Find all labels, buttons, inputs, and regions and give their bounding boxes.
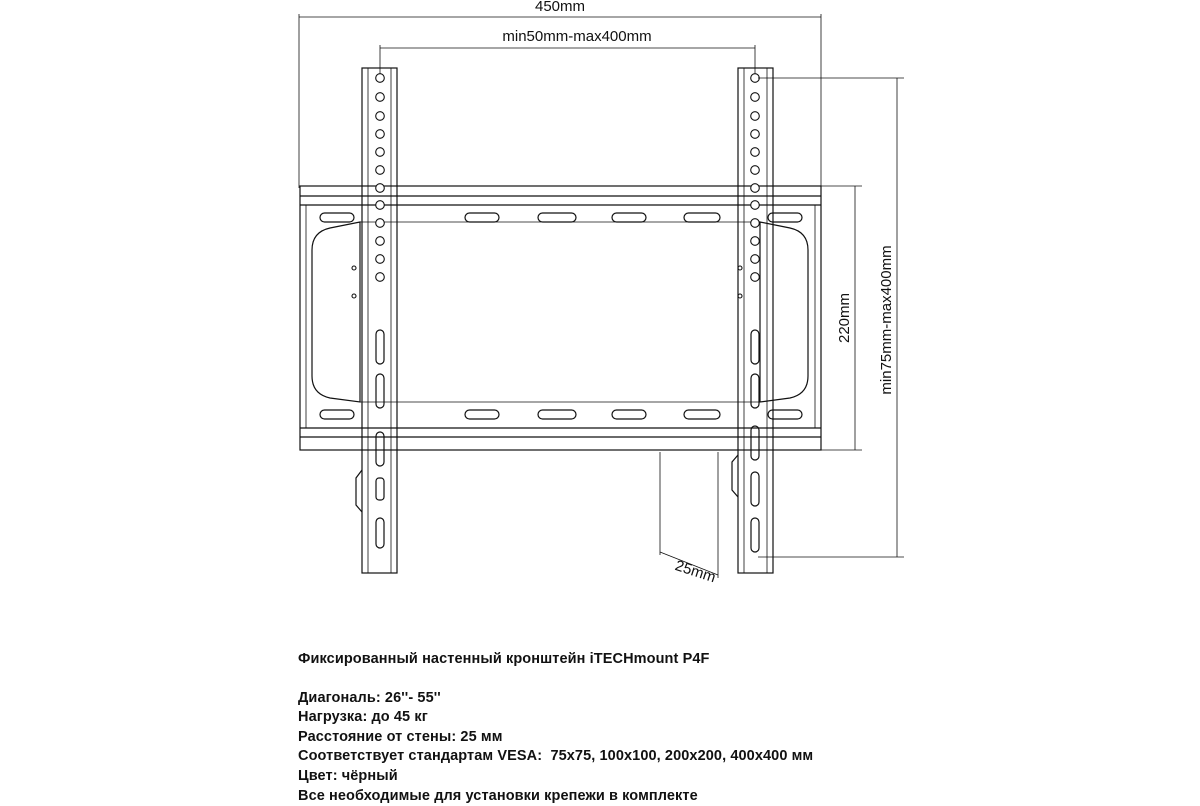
wall-plate-height-label: 220mm (836, 292, 853, 344)
right-vertical-arm (732, 68, 773, 573)
product-info (298, 650, 1058, 806)
spec-wall-distance: Расстояние от стены: 25 мм (298, 728, 503, 745)
vesa-vertical-label: min75mm-max400mm (878, 245, 895, 395)
vesa-vertical-dimension (758, 78, 904, 557)
vesa-horizontal-dimension (380, 28, 755, 75)
wall-plate-height-dimension (821, 186, 862, 450)
vesa-horizontal-label: min50mm-max400mm (502, 28, 652, 45)
spec-load: Нагрузка: до 45 кг (298, 709, 428, 726)
spec-mounting-kit: Все необходимые для установки крепежи в комплекте (298, 787, 698, 804)
spec-vesa: Соответствует стандартам VESA: 75х75, 100х100, 200х200, 400х400 мм (298, 748, 814, 765)
wall-distance-label: 25mm (672, 557, 718, 587)
left-vertical-arm (356, 68, 397, 573)
spec-color: Цвет: чёрный (298, 767, 398, 784)
product-title: Фиксированный настенный кронштейн iTECHmount P4F (298, 651, 710, 667)
wall-distance-dimension (660, 452, 718, 586)
overall-width-label: 450mm (534, 0, 586, 15)
spec-diagonal: Диагональ: 26''- 55'' (298, 689, 441, 706)
